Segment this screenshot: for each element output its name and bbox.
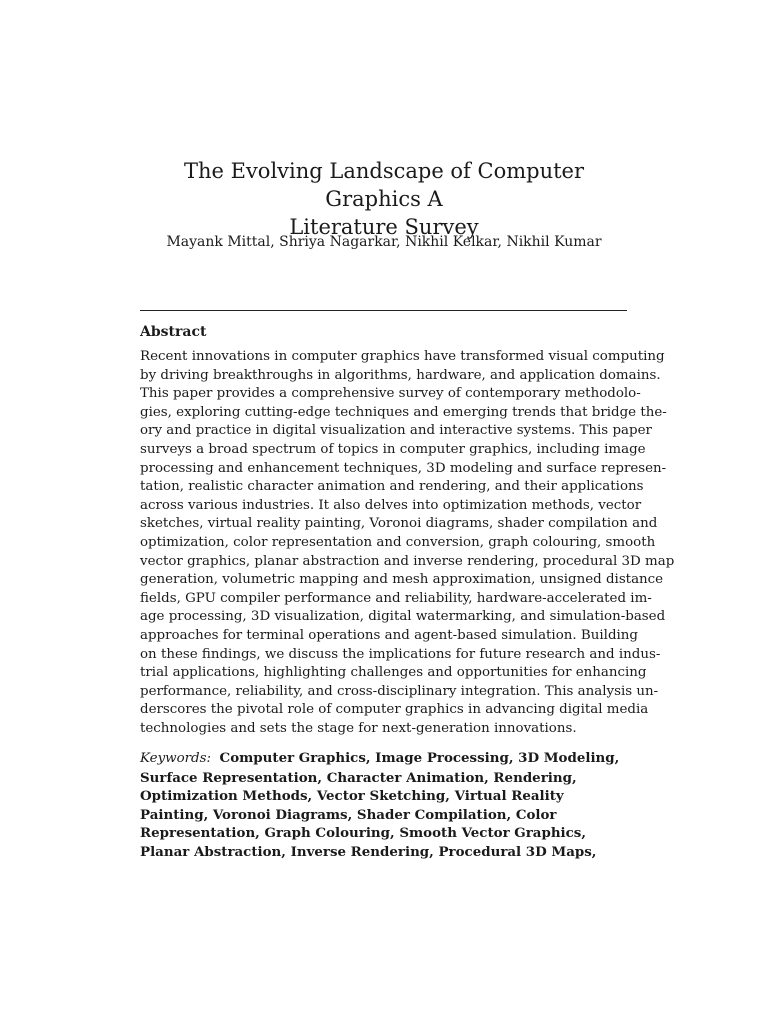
abstract-line: sketches, virtual reality painting, Voronoi diagrams, shader compilation and	[140, 516, 658, 532]
abstract-line: optimization, color representation and conversion, graph colouring, smooth	[140, 534, 656, 550]
abstract-line: across various industries. It also delves into optimization methods, vector	[140, 497, 642, 513]
abstract-line: fields, GPU compiler performance and reliability, hardware-accelerated im-	[140, 590, 652, 606]
abstract-line: Recent innovations in computer graphics have transformed visual computing	[140, 349, 665, 364]
abstract-line: processing and enhancement techniques, 3D modeling and surface represen-	[140, 460, 667, 476]
abstract-line: technologies and sets the stage for next-generation innovations.	[140, 720, 577, 736]
keywords-line: Planar Abstraction, Inverse Rendering, Procedural 3D Maps,	[140, 843, 597, 860]
abstract-line: ory and practice in digital visualization and interactive systems. This paper	[140, 423, 652, 439]
abstract-line: gies, exploring cutting-edge techniques and emerging trends that bridge the-	[140, 404, 667, 420]
abstract-line: This paper provides a comprehensive survey of contemporary methodolo-	[140, 386, 641, 402]
keywords-label: Keywords:	[140, 751, 212, 766]
keywords-line	[140, 749, 627, 769]
keywords-line: Painting, Voronoi Diagrams, Shader Compilation, Color	[140, 806, 557, 823]
keywords-text: Computer Graphics, Image Processing, 3D Modeling,	[219, 750, 620, 766]
abstract-line: generation, volumetric mapping and mesh approximation, unsigned distance	[140, 572, 664, 588]
horizontal-rule	[140, 310, 627, 311]
keywords-line: Representation, Graph Colouring, Smooth Vector Graphics,	[140, 825, 586, 842]
abstract-line: trial applications, highlighting challenges and opportunities for enhancing	[140, 665, 647, 681]
keywords-line: Surface Representation, Character Animation, Rendering,	[140, 769, 577, 786]
abstract-line: by driving breakthroughs in algorithms, hardware, and application domains.	[140, 367, 661, 383]
abstract-line: on these findings, we discuss the implications for future research and indus-	[140, 646, 661, 662]
title-line: The Evolving Landscape of Computer Graphics A	[183, 159, 585, 211]
abstract-body	[140, 348, 675, 738]
abstract-line: derscores the pivotal role of computer graphics in advancing digital media	[140, 702, 649, 718]
abstract-line: approaches for terminal operations and agent-based simulation. Building	[140, 627, 638, 643]
abstract-line: age processing, 3D visualization, digital watermarking, and simulation-based	[140, 609, 666, 625]
keywords-line: Optimization Methods, Vector Sketching, Virtual Reality	[140, 788, 564, 805]
author-list: Mayank Mittal, Shriya Nagarkar, Nikhil Kelkar, Nikhil Kumar	[166, 234, 602, 250]
paper-title	[140, 157, 628, 241]
abstract-line: performance, reliability, and cross-disciplinary integration. This analysis un-	[140, 683, 659, 699]
abstract-line: surveys a broad spectrum of topics in computer graphics, including image	[140, 441, 646, 457]
abstract-line: vector graphics, planar abstraction and inverse rendering, procedural 3D map	[140, 553, 675, 569]
keywords-section	[140, 749, 627, 862]
title-line: Literature Survey	[289, 215, 479, 239]
abstract-heading: Abstract	[140, 324, 207, 340]
abstract-line: tation, realistic character animation and rendering, and their applications	[140, 479, 644, 495]
